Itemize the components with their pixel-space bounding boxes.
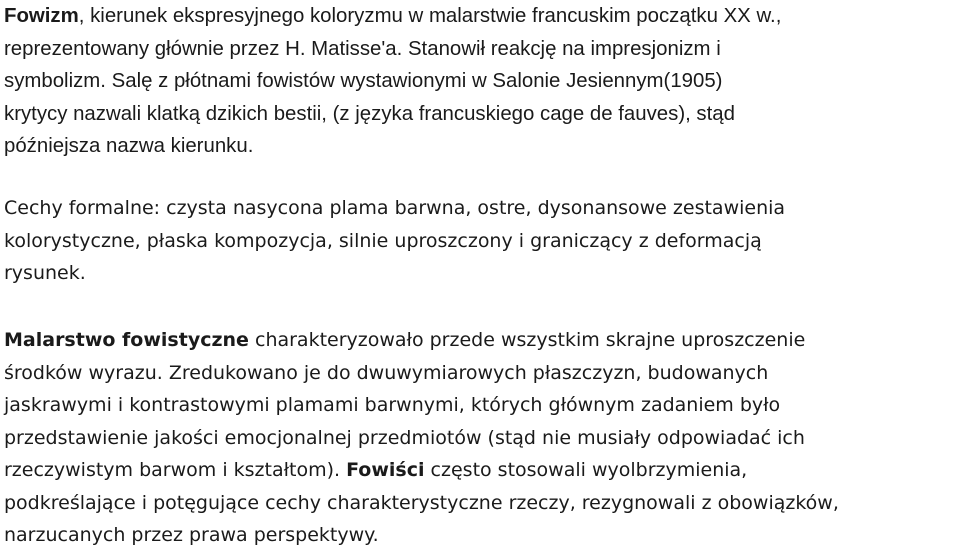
text-line: późniejsza nazwa kierunku. <box>4 135 254 157</box>
text-line: narzucanych przez prawa perspektywy. <box>4 524 379 546</box>
text-segment: , kierunek ekspresyjnego koloryzmu w malarstwie francuskim początku XX w., <box>78 5 782 27</box>
text-line: reprezentowany głównie przez H. Matisse'a. Stanowił reakcję na impresjonizm i <box>4 37 721 60</box>
paragraph-formal-features <box>4 192 956 290</box>
text-segment: charakteryzowało przede wszystkim skrajne uproszczenie <box>248 329 806 351</box>
text-line: rysunek. <box>4 262 86 284</box>
text-line: Cechy formalne: czysta nasycona plama barwna, ostre, dysonansowe zestawienia <box>4 197 786 219</box>
text-segment: rzeczywistym barwom i kształtom). <box>4 459 347 481</box>
text-line: podkreślające i potęgujące cechy charakterystyczne rzeczy, rezygnowali z obowiązków, <box>4 491 839 514</box>
term-fowisci: Fowiści <box>346 459 425 481</box>
text-line <box>4 324 956 357</box>
text-line: jaskrawymi i kontrastowymi plamami barwnymi, których głównym zadaniem było <box>4 394 781 416</box>
term-fowizm: Fowizm <box>4 5 79 27</box>
paragraph-fauvist-painting <box>4 324 956 552</box>
paragraph-fowizm-definition <box>4 0 956 163</box>
text-line: kolorystyczne, płaska kompozycja, silnie uproszczony i graniczący z deformacją <box>4 229 762 252</box>
text-segment: często stosowali wyolbrzymienia, <box>424 459 748 481</box>
text-line: środków wyrazu. Zredukowano je do dwuwymiarowych płaszczyzn, budowanych <box>4 361 769 384</box>
text-line: symbolizm. Salę z płótnami fowistów wystawionymi w Salonie Jesiennym(1905) <box>4 70 723 92</box>
text-line: przedstawienie jakości emocjonalnej przedmiotów (stąd nie musiały odpowiadać ich <box>4 426 805 449</box>
term-malarstwo-fowistyczne: Malarstwo fowistyczne <box>4 329 249 351</box>
text-line: krytycy nazwali klatką dzikich bestii, (z języka francuskiego cage de fauves), stąd <box>4 102 735 125</box>
text-line <box>4 454 956 487</box>
text-line <box>4 0 956 33</box>
